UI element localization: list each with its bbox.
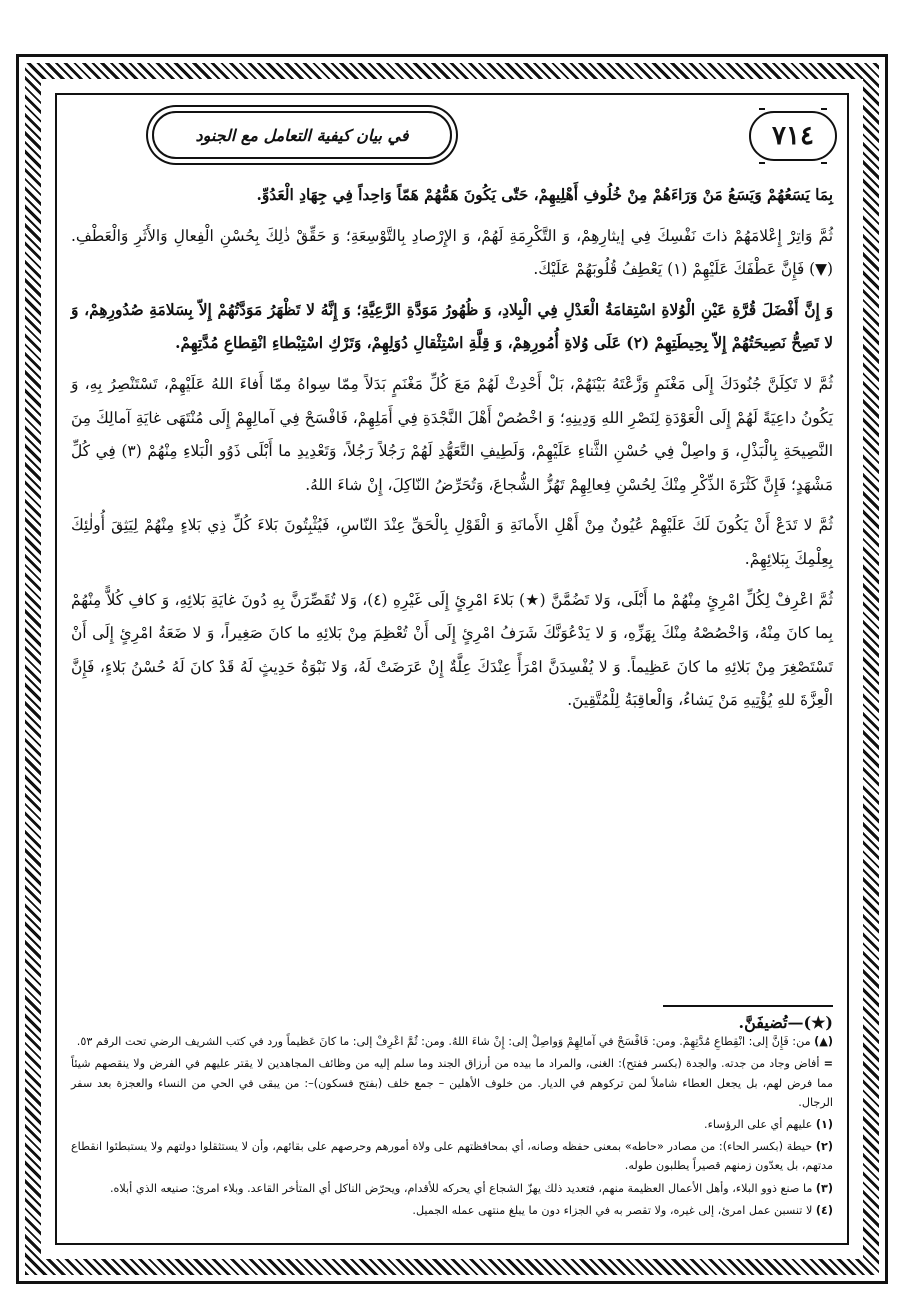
footnote <box>71 1137 833 1175</box>
paragraph: ثُمَّ لا تَدَعْ أَنْ يَكُونَ لَكَ عَلَيْهِمْ عُيُونٌ مِنْ أَهْلِ الأَمانَةِ وَ الْقَوْلِ بِالْحَقِّ عِنْدَ النّاسِ، فَيُثْبِتُونَ بَلاءَ كُلِّ ذِي بَلاءٍ مِنْهُمْ لِيَثِقَ أُولٰئِكَ بِعِلْمِكَ بِبَلائِهِمْ. <box>71 516 833 568</box>
footnotes <box>71 1001 833 1223</box>
footnote <box>71 1032 833 1051</box>
footnote-label: = <box>823 1057 833 1071</box>
main-text <box>71 179 833 725</box>
footnote <box>71 1179 833 1198</box>
footnote-label: (١) <box>815 1118 833 1132</box>
page-border <box>16 54 888 1284</box>
page-content <box>55 93 849 1245</box>
footnote-label: (٤) <box>815 1203 833 1217</box>
footnote-text: عليهم أي على الرؤساء. <box>704 1118 813 1132</box>
footnote-label: (٢) <box>815 1140 833 1154</box>
page-header <box>57 105 847 169</box>
footnote <box>71 1115 833 1134</box>
paragraph: بِمَا يَسَعُهُمْ وَيَسَعُ مَنْ وَرَاءَهُمْ مِنْ خُلُوفِ أَهْلِيهِمْ، حَتّٰى يَكُونَ هَمُّهُمْ هَمّاً وَاحِداً فِي جِهَادِ الْعَدُوِّ. <box>256 186 833 204</box>
chapter-title: في بيان كيفية التعامل مع الجنود <box>152 111 452 159</box>
paragraph: ثُمَّ وَاتِرْ إِعْلامَهُمْ ذاتَ نَفْسِكَ فِي إيثارِهِمْ، وَ التَّكْرِمَةِ لَهُمْ، وَ الإِرْصادِ بِالتَّوْسِعَةِ؛ وَ حَقِّقْ ذٰلِكَ بِحُسْنِ الْفِعالِ وَالأَثَرِ وَالْعَطْفِ. (▼) فَإِنَّ عَطْفَكَ عَلَيْهِمْ (١) يَعْطِفُ قُلُوبَهُمْ عَلَيْكَ. <box>71 226 833 279</box>
footnote-separator <box>663 1005 833 1007</box>
paragraph: ثُمَّ اعْرِفْ لِكُلِّ امْرِئٍ مِنْهُمْ ما أَبْلَى، وَلا تَضُمَّنَّ (★) بَلاءَ امْرِئٍ إِلَى غَيْرِهِ (٤)، وَلا تُقَصِّرَنَّ بِهِ دُونَ غايَةِ بَلائِهِ، وَ كافِ كُلاًّ مِنْهُمْ بِما كانَ مِنْهُ، وَاخْصُصْهُ مِنْكَ بِهَزِّهِ، وَ لا يَدْعُوَنَّكَ شَرَفُ امْرِئٍ إِلَى أَنْ تُعْظِمَ مِنْ بَلائِهِ ما كانَ صَغِيراً، وَ لا ضَعَةُ امْرِئٍ إِلَى أَنْ تَسْتَصْغِرَ مِنْ بَلائِهِ ما كانَ عَظِيماً. وَ لا يُفْسِدَنَّ امْرَأً عِنْدَكَ عِلَّةٌ إِنْ عَرَضَتْ لَهُ، وَلا نَبْوَةُ حَدِيثٍ لَهُ قَدْ كانَ لَهُ حُسْنُ بَلاءٍ، فَإِنَّ الْعِزَّةَ للهِ يُؤْتِيهِ مَنْ يَشاءُ، وَالْعاقِبَةُ لِلْمُتَّقِينَ. <box>71 590 833 710</box>
footnote-label: (٣) <box>815 1181 833 1195</box>
footnote-text: حيطة (بكسر الحاء): من مصادر «حاطه» بمعنى حفظه وصانه، أي بمحافظتهم على ولاة أمورهم وحرصهم على بقائهم، وأن لا يستثقلوا دولتهم ولا يستبطئوا انقطاع مدتهم، بل يعدّون زمنهم قصيراً يطلبون طوله. <box>71 1140 833 1173</box>
footnote-text: لا تنسبن عمل امرئ، إلى غيره، ولا تقصر به في الجزاء دون ما يبلغ منتهى عمله الجميل. <box>412 1203 813 1217</box>
page-number: ٧١٤ <box>749 111 837 161</box>
footnote <box>71 1201 833 1220</box>
note-marker: (★)—تُضيفَنَّ. <box>738 1013 833 1032</box>
footnote-text: من: فَإِنَّ إلى: انْقِطاعِ مُدَّتِهِمْ. ومن: فَافْسَحْ في آمالِهِمْ وَواصِلْ إلى: إِنْ شاءَ اللهُ. ومن: ثُمَّ اعْرِفْ إلى: ما كانَ عَظيماً ورد في كتب الشريف الرضي تحت الرقم ٥٣. <box>76 1035 811 1049</box>
footnote-text: أفاض وجاد من جدته. والجدة (بكسر ففتح): الغنى، والمراد ما بيده من أرزاق الجند وما سلم إليه من وظائف المجاهدين لا يقتر عليهم في الفرض ولا ينقصهم شيئاً مما فرض لهم، بل يجعل العطاء شاملاً لمن تركوهم في الديار. من خلوف الأهلين – جمع خلف (بفتح فسكون)–: من يبقى في الحي من النساء والعجزة بعد سفر الرجال. <box>71 1057 833 1109</box>
paragraph: وَ إِنَّ أَفْضَلَ قُرَّةِ عَيْنِ الْوُلاةِ اسْتِقامَةُ الْعَدْلِ فِي الْبِلادِ، وَ ظُهُورُ مَوَدَّةِ الرَّعِيَّةِ؛ وَ إِنَّهُ لا تَظْهَرُ مَوَدَّتُهُمْ إِلاّ بِسَلامَةِ صُدُورِهِمْ، وَ لا تَصِحُّ نَصِيحَتُهُمْ إِلاّ بِحِيطَتِهِمْ (٢) عَلَى وُلاةِ أُمُورِهِمْ، وَ قِلَّةِ اسْتِثْقالِ دُوَلِهِمْ، وَتَرْكِ اسْتِبْطاءِ انْقِطاعِ مُدَّتِهِمْ. <box>71 300 833 353</box>
footnote <box>71 1054 833 1112</box>
paragraph: ثُمَّ لا تَكِلَنَّ جُنُودَكَ إِلَى مَغْنَمٍ وَزَّعْتَهُ بَيْنَهُمْ، بَلْ أَحْدِثْ لَهُمْ مَعَ كُلِّ مَغْنَمٍ بَدَلاً مِمّا سِواهُ مِمّا أَفاءَ اللهُ عَلَيْهِمْ، تَسْتَنْصِرُ بِهِ، وَ يَكُونُ داعِيَةً لَهُمْ إِلَى الْعَوْدَةِ لِنَصْرِ اللهِ وَدِينِهِ؛ وَ اخْصُصْ أَهْلَ النَّجْدَةِ فِي أَمَلِهِمْ، فَافْسَحْ فِي آمالِهِمْ إِلَى مُنْتَهَى غايَةِ آمالِكَ مِنَ النَّصِيحَةِ بِالْبَذْلِ، وَ واصِلْ فِي حُسْنِ الثَّناءِ عَلَيْهِمْ، وَلَطِيفِ التَّعَهُّدِ لَهُمْ رَجُلاً رَجُلاً، وَتَعْدِيدِ ما أَبْلَى ذَوُو الْبَلاءِ مِنْهُمْ (٣) فِي كُلِّ مَشْهَدٍ؛ فَإِنَّ كَثْرَةَ الذِّكْرِ مِنْكَ لِحُسْنِ فِعالِهِمْ تَهُزُّ الشُّجاعَ، وَتُحَرِّضُ النّاكِلَ، إِنْ شاءَ اللهُ. <box>71 374 833 494</box>
footnote-text: ما صنع ذوو البلاء، وأهل الأعمال العظيمة منهم، فتعديد ذلك يهزّ الشجاع أي يحركه للأقدام، ويحرّض الناكل أي المتأخر القاعد. وبلاء امرئ: صنيعه الذي أبلاه. <box>109 1181 813 1195</box>
footnote-label: (▲) <box>814 1035 833 1049</box>
